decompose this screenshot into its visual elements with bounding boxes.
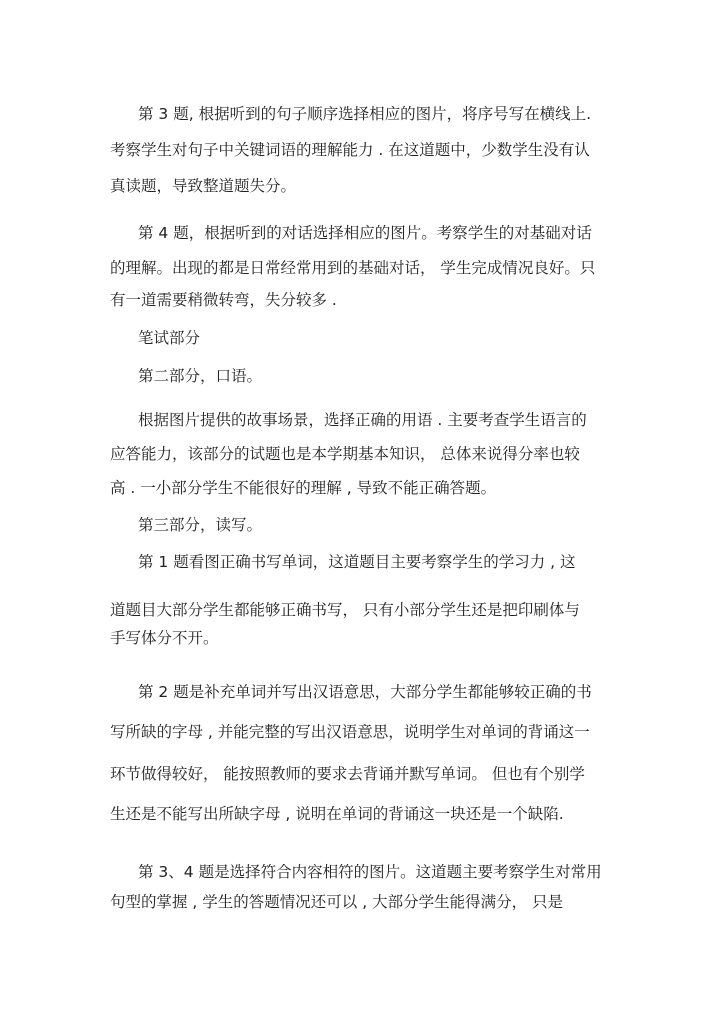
rw-q2-line-4: 生还是不能写出所缺字母 , 说明在单词的背诵这一块还是一个缺陷. [110, 805, 564, 823]
rw-q1-line-3: 手写体分不开。 [110, 629, 219, 647]
rw-q2-line-3: 环节做得较好， 能按照教师的要求去背诵并默写单词。 但也有个别学 [110, 765, 585, 783]
q3-line-2: 考察学生对句子中关键词语的理解能力 . 在这道题中，少数学生没有认 [110, 141, 590, 159]
rw-q2-line-2: 写所缺的字母 , 并能完整的写出汉语意思，说明学生对单词的背诵这一 [110, 723, 590, 741]
rw-q1-line-2: 道题目大部分学生都能够正确书写， 只有小部分学生还是把印刷体与 [110, 601, 580, 619]
rw-q1-line-1: 第 1 题看图正确书写单词，这道题目主要考察学生的学习力 , 这 [138, 553, 576, 571]
section-heading-written: 笔试部分 [138, 329, 201, 347]
q4-line-2: 的理解。出现的都是日常经常用到的基础对话， 学生完成情况良好。只 [110, 259, 596, 277]
oral-line-1: 根据图片提供的故事场景，选择正确的用语 . 主要考查学生语言的 [138, 411, 587, 429]
q3-line-3: 真读题，导致整道题失分。 [110, 177, 297, 195]
oral-line-3: 高 . 一小部分学生不能很好的理解 , 导致不能正确答题。 [110, 479, 497, 497]
rw-q2-line-1: 第 2 题是补充单词并写出汉语意思，大部分学生都能够较正确的书 [138, 683, 592, 701]
rw-q34-line-2: 句型的掌握 , 学生的答题情况还可以 , 大部分学生能得满分， 只是 [110, 893, 563, 911]
oral-line-2: 应答能力，该部分的试题也是本学期基本知识， 总体来说得分率也较 [110, 445, 580, 463]
rw-q34-line-1: 第 3、4 题是选择符合内容相符的图片。这道题主要考察学生对常用 [138, 863, 602, 881]
section-heading-reading-writing: 第三部分，读写。 [138, 516, 263, 534]
q3-line-1: 第 3 题, 根据听到的句子顺序选择相应的图片，将序号写在横线上. [138, 105, 591, 123]
q4-line-1: 第 4 题，根据听到的对话选择相应的图片。考察学生的对基础对话 [138, 224, 592, 242]
q4-line-3: 有一道需要稍微转弯，失分较多 . [110, 291, 337, 309]
section-heading-oral: 第二部分，口语。 [138, 367, 263, 385]
